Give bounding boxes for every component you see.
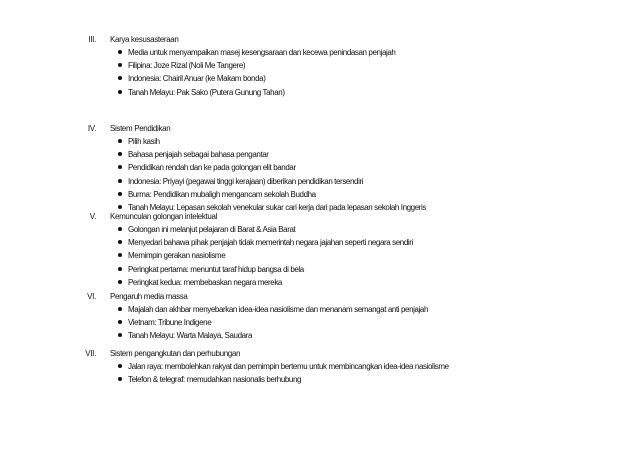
list-item-text: Menyedari bahawa pihak penjajah tidak memerintah negara jajahan seperti negara sendiri — [128, 238, 413, 248]
list-item-text: Peringkat pertama: menuntut taraf hidup bangsa di bela — [128, 264, 304, 274]
list-item-text: Filipina: Joze Rizal (Noli Me Tangere) — [128, 61, 246, 71]
bullet-icon — [118, 377, 122, 381]
bullet-icon — [118, 320, 122, 324]
bullet-icon — [118, 76, 122, 80]
list-item-text: Telefon & telegraf: memudahkan nasionalis berhubung — [128, 375, 302, 385]
section-heading: Pengaruh media massa — [110, 292, 188, 301]
bullet-icon — [118, 50, 122, 54]
list-item-text: Golongan ini melanjut pelajaran di Barat & Asia Barat — [128, 225, 296, 234]
bullet-icon — [118, 240, 122, 244]
bullet-icon — [118, 267, 122, 271]
list-item-text: Pilih kasih — [128, 137, 160, 146]
section-numeral: III. — [88, 35, 96, 44]
section-numeral: V. — [89, 212, 96, 221]
section-numeral: VI. — [87, 292, 96, 301]
section-heading: Sistem pengangkutan dan perhubungan — [110, 349, 241, 358]
bullet-icon — [118, 90, 122, 94]
section-numeral: IV. — [87, 124, 96, 133]
list-item-text: Tanah Melayu: Warta Malaya, Saudara — [128, 331, 252, 341]
list-item-text: Bahasa penjajah sebagai bahasa pengantar — [128, 150, 269, 160]
bullet-icon — [118, 333, 122, 337]
section-numeral: VII. — [85, 349, 96, 358]
bullet-icon — [118, 63, 122, 67]
list-item-text: Burma: Pendidikan mubaligh mengancam sekolah Buddha — [128, 189, 316, 199]
bullet-icon — [118, 192, 122, 196]
bullet-icon — [118, 179, 122, 183]
section-heading: Kemunculan golongan intelektual — [110, 212, 218, 221]
bullet-icon — [118, 280, 122, 284]
bullet-icon — [118, 139, 122, 143]
list-item-text: Indonesia: Chairil Anuar (ke Makam bonda) — [128, 74, 266, 84]
list-item-text: Media untuk menyampaikan masej kesengsaraan dan kecewa penindasan penjajah — [128, 48, 396, 57]
list-item-text: Memimpin gerakan nasiolisme — [128, 251, 226, 261]
list-item-text: Tanah Melayu: Pak Sako (Putera Gunung Tahan) — [128, 87, 285, 97]
bullet-icon — [118, 364, 122, 368]
bullet-icon — [118, 227, 122, 231]
list-item-text: Peringkat kedua: membebaskan negara mereka — [128, 277, 282, 287]
list-item-text: Pendidikan rendah dan ke pada golongan elit bandar — [128, 163, 296, 173]
list-item-text: Majalah dan akhbar menyebarkan idea-idea nasiolisme dan menanam semangat anti penjajah — [128, 305, 429, 314]
bullet-icon — [118, 165, 122, 169]
bullet-icon — [118, 307, 122, 311]
bullet-icon — [118, 205, 122, 209]
section-heading: Sistem Pendidikan — [110, 124, 171, 133]
section-heading: Karya kesusasteraan — [110, 35, 179, 44]
list-item-text: Indonesia: Priyayi (pegawai tinggi kerajaan) diberikan pendidikan tersendiri — [128, 176, 364, 186]
list-item-text: Jalan raya: membolehkan rakyat dan pemimpin bertemu untuk membincangkan idea-idea nasiolisme — [128, 362, 449, 371]
bullet-icon — [118, 152, 122, 156]
bullet-icon — [118, 253, 122, 257]
list-item-text: Tanah Melayu: Lepasan sekolah venekular sukar cari kerja dari pada lepasan sekolah Inggeris — [128, 202, 427, 212]
list-item-text: Vietnam: Tribune Indigene — [128, 318, 212, 328]
